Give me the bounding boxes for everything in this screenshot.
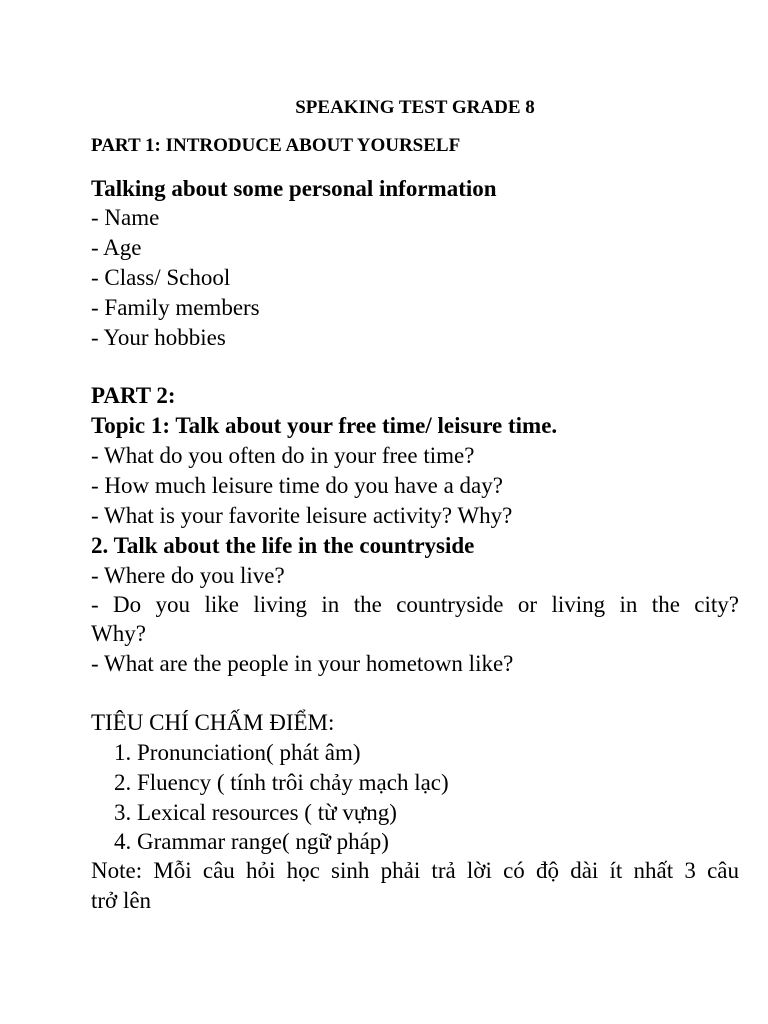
list-item: - How much leisure time do you have a day? [91, 473, 503, 498]
list-item: - Do you like living in the countryside or living in the city? [91, 592, 739, 617]
list-item: 3. Lexical resources ( từ vựng) [114, 800, 397, 825]
list-item: - What are the people in your hometown like? [91, 651, 514, 676]
list-item: - Where do you live? [91, 563, 285, 588]
list-item: - Family members [91, 295, 260, 320]
list-item: 1. Pronunciation( phát âm) [114, 740, 361, 765]
list-item: - Class/ School [91, 265, 231, 290]
list-item: - Name [91, 205, 160, 230]
criteria-heading: TIÊU CHÍ CHẤM ĐIỂM: [91, 710, 335, 735]
list-item: Why? [91, 621, 146, 646]
part1-heading: PART 1: INTRODUCE ABOUT YOURSELF [91, 135, 461, 156]
topic1-heading: Topic 1: Talk about your free time/ leisure time. [91, 413, 558, 438]
note-text: Note: Mỗi câu hỏi học sinh phải trả lời có độ dài ít nhất 3 câu [91, 858, 739, 883]
list-item: - What is your favorite leisure activity? Why? [91, 503, 513, 528]
part2-heading: PART 2: [91, 383, 176, 408]
part1-subheading: Talking about some personal information [91, 176, 497, 201]
note-text: trở lên [91, 888, 152, 913]
list-item: 2. Fluency ( tính trôi chảy mạch lạc) [114, 770, 449, 795]
list-item: - Your hobbies [91, 325, 226, 350]
document-title: SPEAKING TEST GRADE 8 [295, 97, 535, 118]
list-item: 4. Grammar range( ngữ pháp) [114, 829, 389, 854]
list-item: - Age [91, 235, 142, 260]
list-item: - What do you often do in your free time? [91, 443, 475, 468]
topic2-heading: 2. Talk about the life in the countryside [91, 533, 475, 558]
